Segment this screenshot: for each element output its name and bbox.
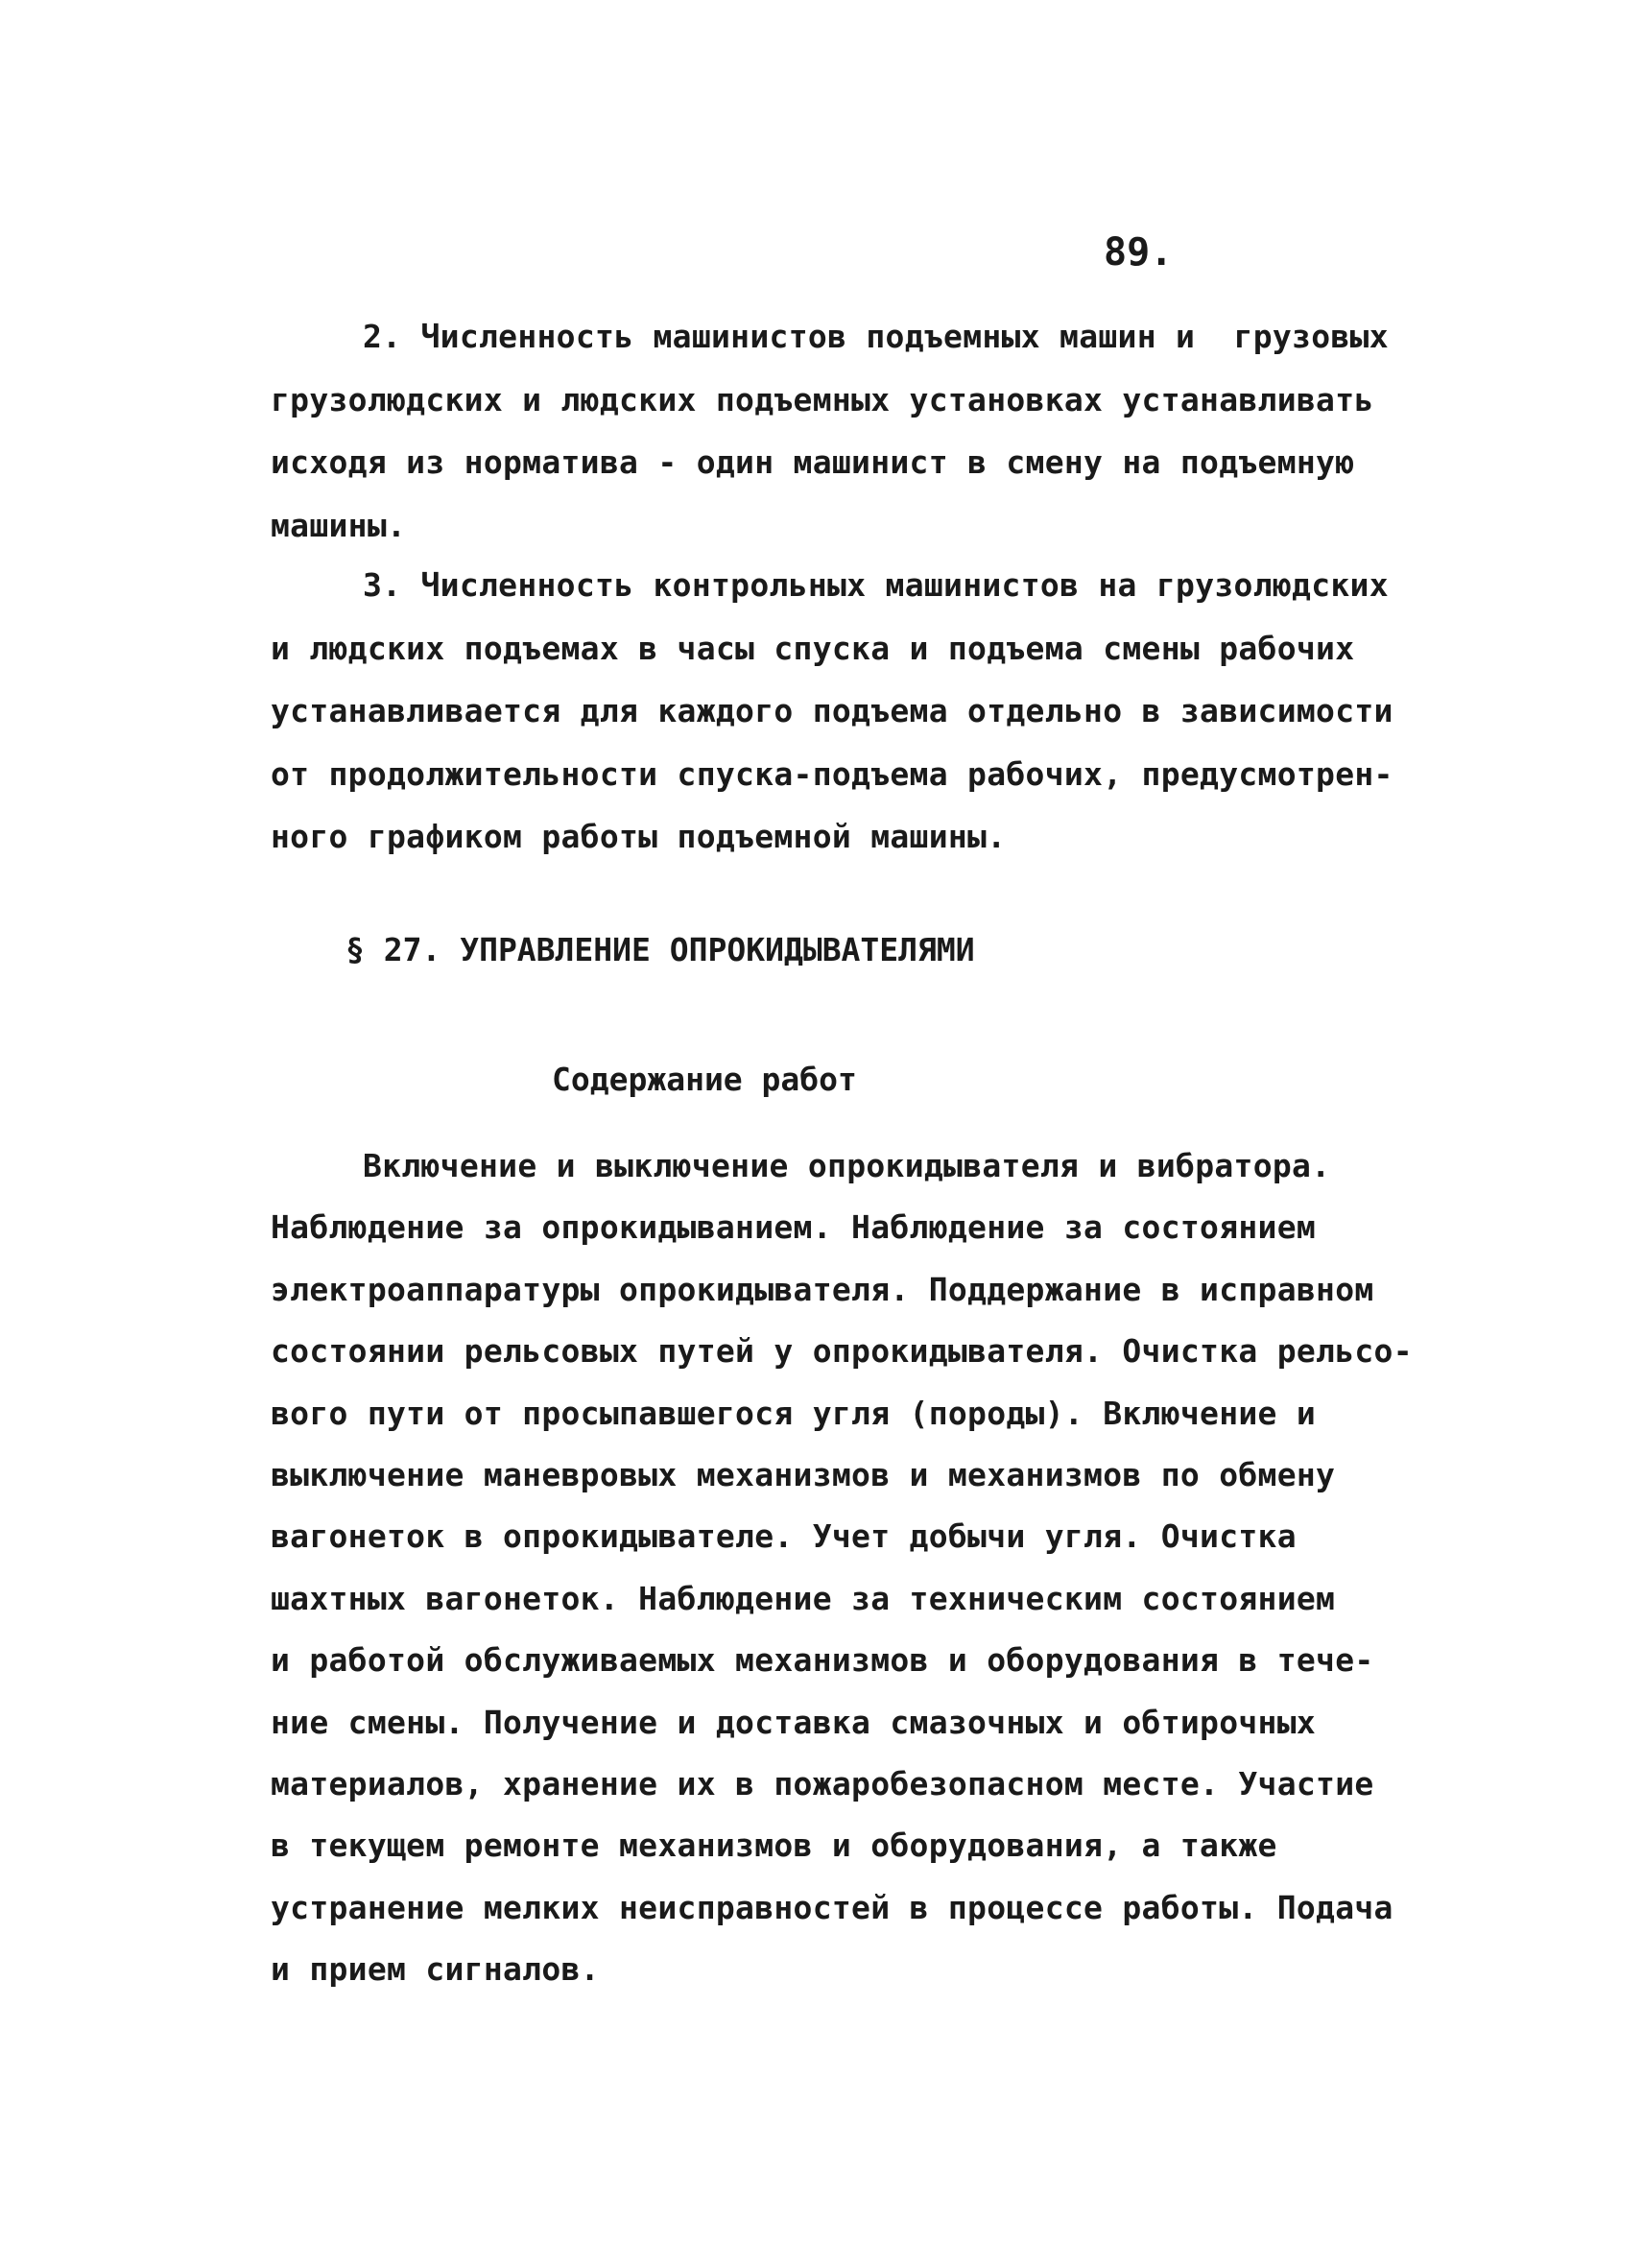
text-line: 2. Численность машинистов подъемных машин и грузовых (363, 318, 1389, 355)
text-line: исходя из норматива - один машинист в смену на подъемную (271, 443, 1355, 481)
text-line: и работой обслуживаемых механизмов и оборудования в тече- (271, 1641, 1374, 1680)
text-line: выключение маневровых механизмов и механизмов по обмену (271, 1456, 1336, 1494)
section-heading: § 27. УПРАВЛЕНИЕ ОПРОКИДЫВАТЕЛЯМИ (345, 931, 975, 968)
text-line: ного графиком работы подъемной машины. (271, 818, 1007, 855)
text-line: в текущем ремонте механизмов и оборудования, а также (271, 1826, 1277, 1865)
text-line: грузолюдских и людских подъемных установках устанавливать (271, 380, 1374, 418)
page-number: 89. (1104, 230, 1174, 275)
text-line: Включение и выключение опрокидывателя и вибратора. (363, 1147, 1331, 1184)
text-line: вагонеток в опрокидывателе. Учет добычи угля. Очистка (271, 1517, 1297, 1556)
text-line: устранение мелких неисправностей в процессе работы. Подача (271, 1888, 1393, 1926)
text-line: вого пути от просыпавшегося угля (породы). Включение и (271, 1394, 1317, 1432)
section-body (271, 1135, 1413, 2001)
text-line: и людских подъемах в часы спуска и подъема смены рабочих (271, 629, 1355, 667)
section-subheading: Содержание работ (552, 1061, 857, 1098)
text-line: 3. Численность контрольных машинистов на грузолюдских (363, 566, 1389, 604)
text-line: машины. (271, 506, 407, 544)
text-line: электроаппаратуры опрокидывателя. Поддержание в исправном (271, 1270, 1374, 1308)
paragraph-item-2 (271, 305, 1403, 557)
paragraph-item-3 (271, 554, 1403, 869)
text-line: от продолжительности спуска-подъема рабочих, предусмотрен- (271, 754, 1393, 793)
text-line: шахтных вагонеток. Наблюдение за техническим состоянием (271, 1579, 1336, 1617)
text-line: устанавливается для каждого подъема отдельно в зависимости (271, 692, 1393, 729)
text-line: ние смены. Получение и доставка смазочных и обтирочных (271, 1703, 1317, 1741)
text-line: и прием сигналов. (271, 1950, 600, 1989)
text-line: материалов, хранение их в пожаробезопасном месте. Участие (271, 1765, 1374, 1803)
text-line: Наблюдение за опрокидыванием. Наблюдение за состоянием (271, 1208, 1317, 1247)
text-line: состоянии рельсовых путей у опрокидывателя. Очистка рельсо- (271, 1332, 1413, 1371)
